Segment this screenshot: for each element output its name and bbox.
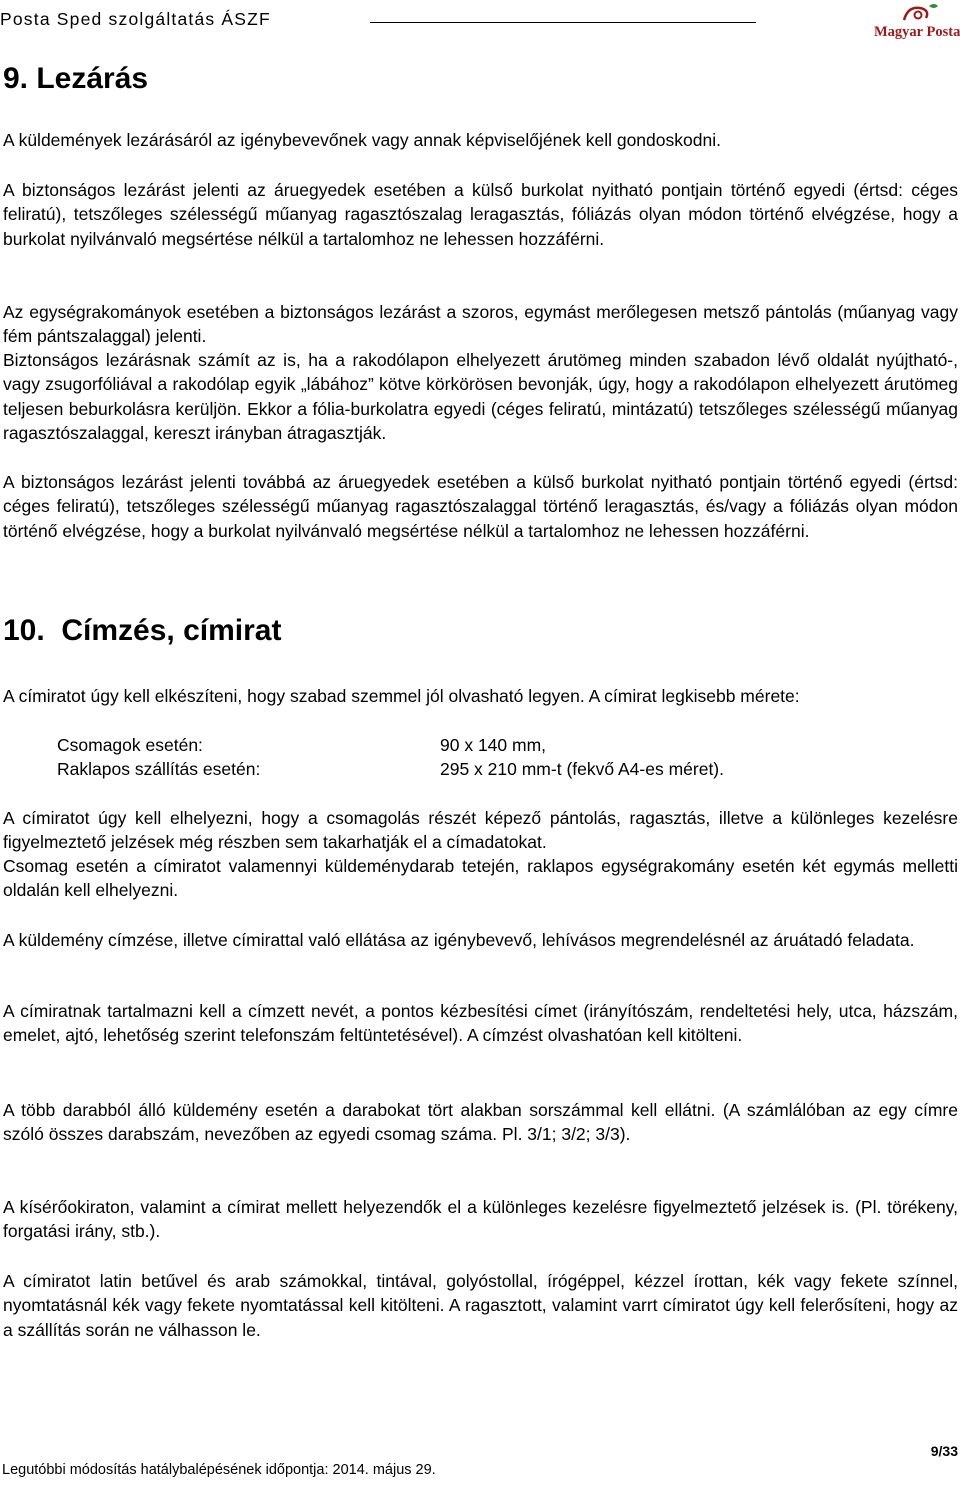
- paragraph: A több darabból álló küldemény esetén a darabokat tört alakban sorszámmal kell ellátni. (A számlálóban az egy címre szóló összes darabszám, nevezőben az egyedi csomag száma. Pl. 3/1; 3/2; 3/3).: [3, 1100, 958, 1145]
- section-10-heading: 10. Címzés, címirat: [3, 614, 282, 647]
- paragraph: Biztonságos lezárásnak számít az is, ha a rakodólapon elhelyezett árutömeg minden szabadon lévő oldalát nyújtható-, vagy zsugorfóliával a rakodólap egyik „lábához” kötve körkörösen bevonják, úgy, hogy a rakodólapon elhelyezett árutömeg teljesen beburkolásra kerüljön. Ekkor a fólia-burkolatra egyedi (céges feliratú, mintázatú) tetszőleges szélességű műanyag ragasztószalaggal, kereszt irányban átragasztják.: [3, 350, 958, 443]
- paragraph: Csomag esetén a címiratot valamennyi küldeménydarab tetején, raklapos egységrakomány esetén két egymás melletti oldalán kell elhelyezni.: [3, 856, 958, 901]
- paragraph: A küldemények lezárásáról az igénybevevőnek vagy annak képviselőjének kell gondoskodni.: [3, 130, 721, 150]
- header-rule: [370, 22, 756, 23]
- paragraph: A kísérőokiraton, valamint a címirat mellett helyezendők el a különleges kezelésre figyelmeztető jelzések is. (Pl. törékeny, forgatási irány, stb.).: [3, 1197, 958, 1242]
- page-number: 9/33: [930, 1443, 958, 1459]
- paragraph: A címiratnak tartalmazni kell a címzett nevét, a pontos kézbesítési címet (irányítószám, rendeltetési hely, utca, házszám, emelet, ajtó, lehetőség szerint telefonszám feltüntetésével). A címzést olvashatóan kell kitölteni.: [3, 1001, 958, 1046]
- header-company: Posta Sped szolgáltatás ÁSZF: [0, 9, 271, 29]
- posthorn-icon: [874, 0, 954, 26]
- size-row: [57, 757, 724, 781]
- size-value: 295 x 210 mm-t (fekvő A4-es méret).: [440, 759, 724, 780]
- paragraph: A címiratot latin betűvel és arab számokkal, tintával, golyóstollal, írógéppel, kézzel írottan, kék vagy fekete színnel, nyomtatásnál kék vagy fekete nyomtatással kell kitölteni. A ragasztott, valamint varrt címiratot úgy kell felerősíteni, hogy az a szállítás során ne válhasson le.: [3, 1271, 958, 1340]
- size-label: Raklapos szállítás esetén:: [57, 759, 261, 780]
- magyar-posta-logo: [874, 0, 960, 46]
- paragraph: A címiratot úgy kell elhelyezni, hogy a csomagolás részét képező pántolás, ragasztás, illetve a különleges kezelésre figyelmeztető jelzések még részben sem takarhatják el a címadatokat.: [3, 808, 958, 853]
- paragraph: A címiratot úgy kell elkészíteni, hogy szabad szemmel jól olvasható legyen. A címirat legkisebb mérete:: [3, 686, 800, 706]
- paragraph: A küldemény címzése, illetve címirattal való ellátása az igénybevevő, lehívásos megrendelésnél az áruátadó feladata.: [3, 930, 915, 950]
- paragraph: Az egységrakományok esetében a biztonságos lezárást a szoros, egymást merőlegesen metsző pántolás (műanyag vagy fém pántszalaggal) jelenti.: [3, 302, 958, 347]
- size-label: Csomagok esetén:: [57, 735, 203, 755]
- paragraph: A biztonságos lezárást jelenti az áruegyedek esetében a külső burkolat nyitható pontjain történő egyedi (értsd: céges feliratú), tetszőleges szélességű műanyag ragasztószalag leragasztás, fóliázás olyan módon történő elvégzése, hogy a burkolat nyilvánvaló megsértése nélkül a tartalomhoz ne lehessen hozzáférni.: [3, 180, 958, 249]
- size-table: [57, 733, 724, 782]
- logo-wordmark: Magyar Posta: [874, 24, 960, 40]
- footer-text: Legutóbbi módosítás hatálybalépésének időpontja: 2014. május 29.: [2, 1462, 436, 1478]
- size-value: 90 x 140 mm,: [440, 735, 547, 755]
- size-row: [57, 733, 724, 757]
- paragraph: A biztonságos lezárást jelenti továbbá az áruegyedek esetében a külső burkolat nyitható pontjain történő egyedi (értsd: céges feliratú), tetszőleges szélességű műanyag ragasztószalaggal történő leragasztás, és/vagy a fóliázás olyan módon történő elvégzése, hogy a burkolat nyilvánvaló megsértése nélkül a tartalomhoz ne lehessen hozzáférni.: [3, 472, 958, 541]
- section-9-heading: 9. Lezárás: [3, 62, 149, 95]
